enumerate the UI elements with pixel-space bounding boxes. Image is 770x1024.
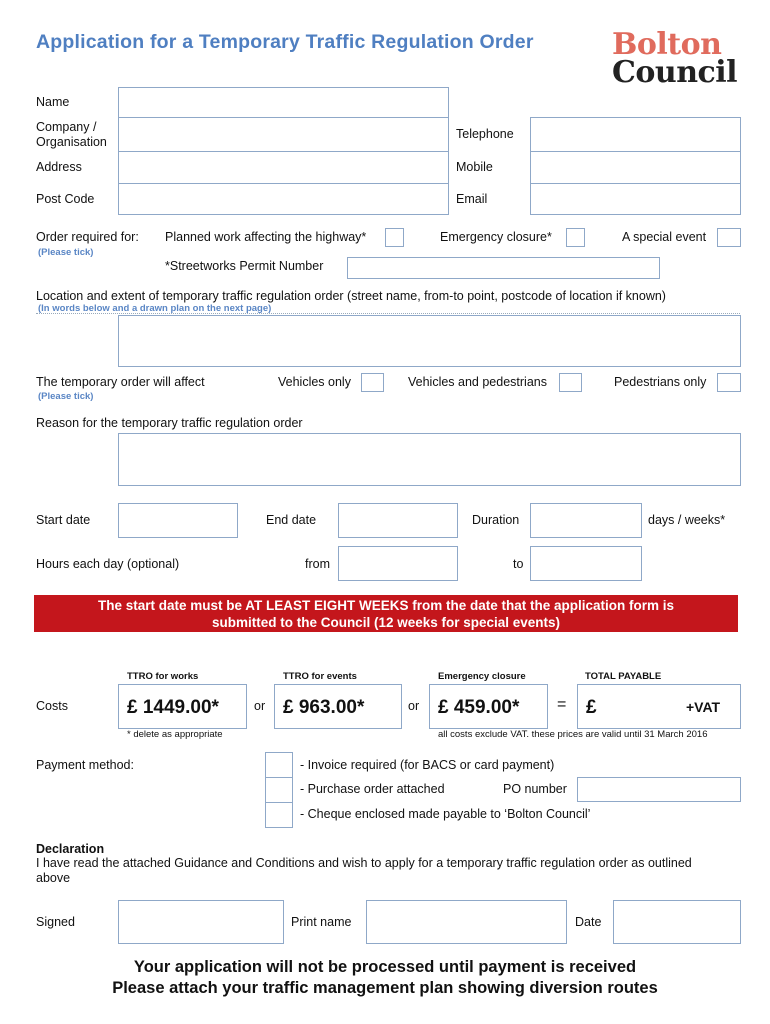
start-date-field[interactable] — [118, 503, 238, 538]
to-label: to — [513, 557, 524, 571]
date-field[interactable] — [613, 900, 741, 944]
please-tick-hint: (Please tick) — [38, 247, 94, 258]
declaration-heading: Declaration — [36, 842, 105, 856]
duration-unit-label: days / weeks* — [648, 513, 726, 527]
hours-label: Hours each day (optional) — [36, 557, 180, 571]
dotted-divider — [36, 313, 740, 314]
duration-label: Duration — [472, 513, 520, 527]
location-label: Location and extent of temporary traffic regulation order (street name, from-to point, postcode of location if known) — [36, 289, 666, 303]
print-name-label: Print name — [291, 915, 352, 929]
declaration-text: I have read the attached Guidance and Conditions and wish to apply for a temporary traffic regulation order as outlined — [36, 856, 692, 870]
signed-label: Signed — [36, 915, 75, 929]
date-label: Date — [575, 915, 602, 929]
hours-from-field[interactable] — [338, 546, 458, 581]
payment-notice: Your application will not be processed until payment is received — [133, 958, 637, 976]
vehicles-pedestrians-checkbox[interactable] — [559, 373, 582, 392]
name-label: Name — [36, 95, 70, 109]
permit-number-label: *Streetworks Permit Number — [165, 259, 324, 273]
reason-label: Reason for the temporary traffic regulation order — [36, 416, 303, 430]
emergency-closure-cost[interactable]: £ 459.00* — [429, 684, 548, 729]
ttro-events-cost[interactable]: £ 963.00* — [274, 684, 402, 729]
total-currency: £ — [586, 697, 597, 718]
email-label: Email — [456, 192, 488, 206]
organisation-label: Organisation — [36, 135, 107, 149]
emergency-closure-label: Emergency closure* — [440, 230, 552, 244]
emergency-closure-checkbox[interactable] — [566, 228, 585, 247]
banner-line-1: The start date must be AT LEAST EIGHT WEEKS from the date that the application form is — [97, 598, 675, 613]
affect-label: The temporary order will affect — [36, 375, 205, 389]
or-separator-1: or — [254, 699, 266, 713]
purchase-order-label: - Purchase order attached — [300, 782, 445, 796]
total-payable-field[interactable] — [577, 684, 741, 729]
bolton-logo: Bolton — [612, 27, 722, 62]
ttro-events-heading: TTRO for events — [283, 671, 357, 682]
telephone-field[interactable] — [530, 117, 741, 152]
payment-method-label: Payment method: — [36, 758, 134, 772]
address-field[interactable] — [118, 151, 449, 184]
hours-to-field[interactable] — [530, 546, 642, 581]
cheque-checkbox[interactable] — [265, 802, 293, 828]
council-logo: Council — [612, 55, 738, 90]
permit-number-field[interactable] — [347, 257, 660, 279]
equals-sign: = — [557, 696, 567, 713]
print-name-field[interactable] — [366, 900, 567, 944]
special-event-label: A special event — [622, 230, 707, 244]
declaration-text-cont: above — [36, 871, 71, 885]
postcode-field[interactable] — [118, 183, 449, 215]
vehicles-only-checkbox[interactable] — [361, 373, 384, 392]
affect-hint: (Please tick) — [38, 391, 94, 402]
location-hint: (In words below and a drawn plan on the next page) — [38, 303, 272, 314]
mobile-label: Mobile — [456, 160, 493, 174]
purchase-order-checkbox[interactable] — [265, 777, 293, 803]
cheque-label: - Cheque enclosed made payable to ‘Bolton Council’ — [300, 807, 591, 821]
traffic-plan-notice: Please attach your traffic management plan showing diversion routes — [112, 979, 658, 997]
delete-note: * delete as appropriate — [127, 729, 223, 740]
planned-work-label: Planned work affecting the highway* — [165, 230, 367, 244]
location-field[interactable] — [118, 315, 741, 367]
invoice-checkbox[interactable] — [265, 752, 293, 778]
reason-field[interactable] — [118, 433, 741, 486]
emergency-closure-heading: Emergency closure — [438, 671, 526, 682]
start-date-warning-banner — [34, 595, 738, 632]
mobile-field[interactable] — [530, 151, 741, 184]
duration-field[interactable] — [530, 503, 642, 538]
start-date-label: Start date — [36, 513, 91, 527]
address-label: Address — [36, 160, 82, 174]
name-field[interactable] — [118, 87, 449, 118]
ttro-works-heading: TTRO for works — [127, 671, 199, 682]
po-number-field[interactable] — [577, 777, 741, 802]
vat-note: all costs exclude VAT. these prices are valid until 31 March 2016 — [438, 729, 708, 740]
vehicles-only-label: Vehicles only — [278, 375, 351, 389]
order-required-label: Order required for: — [36, 230, 139, 244]
vehicles-pedestrians-label: Vehicles and pedestrians — [408, 375, 547, 389]
from-label: from — [305, 557, 330, 571]
invoice-label: - Invoice required (for BACS or card payment) — [300, 758, 555, 772]
end-date-field[interactable] — [338, 503, 458, 538]
special-event-checkbox[interactable] — [717, 228, 741, 247]
banner-line-2: submitted to the Council (12 weeks for special events) — [211, 615, 561, 630]
end-date-label: End date — [266, 513, 317, 527]
planned-work-checkbox[interactable] — [385, 228, 404, 247]
ttro-works-cost[interactable]: £ 1449.00* — [118, 684, 247, 729]
company-field[interactable] — [118, 117, 449, 152]
page-title: Application for a Temporary Traffic Regulation Order — [36, 31, 534, 53]
pedestrians-only-checkbox[interactable] — [717, 373, 741, 392]
signature-field[interactable] — [118, 900, 284, 944]
email-field[interactable] — [530, 183, 741, 215]
company-label: Company / — [36, 120, 97, 134]
or-separator-2: or — [408, 699, 420, 713]
pedestrians-only-label: Pedestrians only — [614, 375, 707, 389]
vat-label: +VAT — [686, 699, 721, 715]
postcode-label: Post Code — [36, 192, 95, 206]
telephone-label: Telephone — [456, 127, 514, 141]
po-number-label: PO number — [503, 782, 567, 796]
costs-label: Costs — [36, 699, 68, 713]
total-payable-heading: TOTAL PAYABLE — [585, 671, 662, 682]
